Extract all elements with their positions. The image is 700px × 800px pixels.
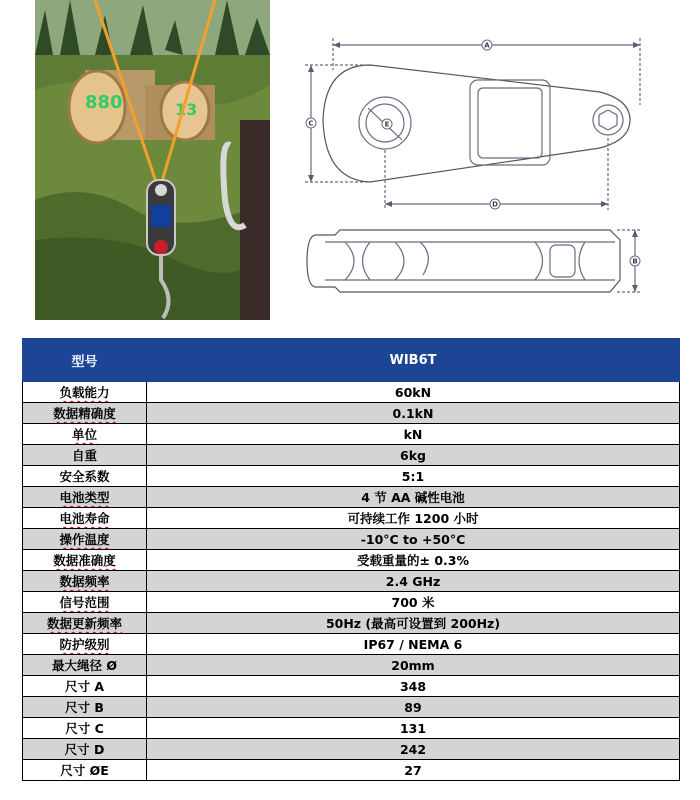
spec-label: 电池类型 <box>23 487 147 508</box>
table-row <box>23 634 680 655</box>
table-row <box>23 382 680 403</box>
spec-table <box>22 338 680 781</box>
spec-value: 5:1 <box>147 466 680 487</box>
spec-label: 操作温度 <box>23 529 147 550</box>
dim-label-e: E <box>384 120 390 129</box>
spec-value: 50Hz (最高可设置到 200Hz) <box>147 613 680 634</box>
spec-value: 27 <box>147 760 680 781</box>
table-row <box>23 676 680 697</box>
dim-label-b: B <box>632 257 638 266</box>
table-row <box>23 655 680 676</box>
table-row <box>23 613 680 634</box>
log-marking-left: 880 <box>85 92 123 113</box>
spec-label: 电池寿命 <box>23 508 147 529</box>
table-row <box>23 718 680 739</box>
table-row <box>23 550 680 571</box>
table-row <box>23 529 680 550</box>
dim-label-c: C <box>308 119 314 128</box>
spec-value: 348 <box>147 676 680 697</box>
spec-value: 4 节 AA 碱性电池 <box>147 487 680 508</box>
technical-drawing <box>295 30 665 315</box>
table-row <box>23 508 680 529</box>
spec-value: 60kN <box>147 382 680 403</box>
spec-table-body <box>23 382 680 781</box>
spec-value: 2.4 GHz <box>147 571 680 592</box>
spec-value: 20mm <box>147 655 680 676</box>
spec-value: kN <box>147 424 680 445</box>
spec-label: 信号范围 <box>23 592 147 613</box>
spec-value: 0.1kN <box>147 403 680 424</box>
spec-label: 数据准确度 <box>23 550 147 571</box>
spec-label: 安全系数 <box>23 466 147 487</box>
dim-label-d: D <box>492 200 498 209</box>
spec-label: 尺寸 B <box>23 697 147 718</box>
table-row <box>23 571 680 592</box>
log-marking-right: 13 <box>175 100 198 119</box>
spec-value: 89 <box>147 697 680 718</box>
table-row <box>23 760 680 781</box>
spec-label: 自重 <box>23 445 147 466</box>
spec-label: 数据更新频率 <box>23 613 147 634</box>
header-label: 型号 <box>23 339 147 382</box>
product-photo <box>35 0 270 320</box>
spec-value: 131 <box>147 718 680 739</box>
spec-label: 尺寸 A <box>23 676 147 697</box>
spec-label: 负载能力 <box>23 382 147 403</box>
spec-value: 6kg <box>147 445 680 466</box>
spec-label: 尺寸 ØE <box>23 760 147 781</box>
spec-label: 单位 <box>23 424 147 445</box>
table-row <box>23 445 680 466</box>
spec-label: 尺寸 C <box>23 718 147 739</box>
table-row <box>23 487 680 508</box>
table-row <box>23 424 680 445</box>
dimension-diagram <box>295 30 665 315</box>
spec-value: 受载重量的± 0.3% <box>147 550 680 571</box>
spec-value: 242 <box>147 739 680 760</box>
spec-label: 防护级别 <box>23 634 147 655</box>
table-row <box>23 592 680 613</box>
table-header-row <box>23 339 680 382</box>
header-model: WIB6T <box>147 339 680 382</box>
spec-label: 数据精确度 <box>23 403 147 424</box>
spec-label: 最大绳径 Ø <box>23 655 147 676</box>
table-row <box>23 739 680 760</box>
spec-value: IP67 / NEMA 6 <box>147 634 680 655</box>
table-row <box>23 466 680 487</box>
spec-label: 数据频率 <box>23 571 147 592</box>
spec-label: 尺寸 D <box>23 739 147 760</box>
dim-label-a: A <box>484 41 490 50</box>
photo-illustration <box>35 0 270 320</box>
table-row <box>23 697 680 718</box>
table-row <box>23 403 680 424</box>
spec-value: 可持续工作 1200 小时 <box>147 508 680 529</box>
spec-value: 700 米 <box>147 592 680 613</box>
spec-value: -10°C to +50°C <box>147 529 680 550</box>
